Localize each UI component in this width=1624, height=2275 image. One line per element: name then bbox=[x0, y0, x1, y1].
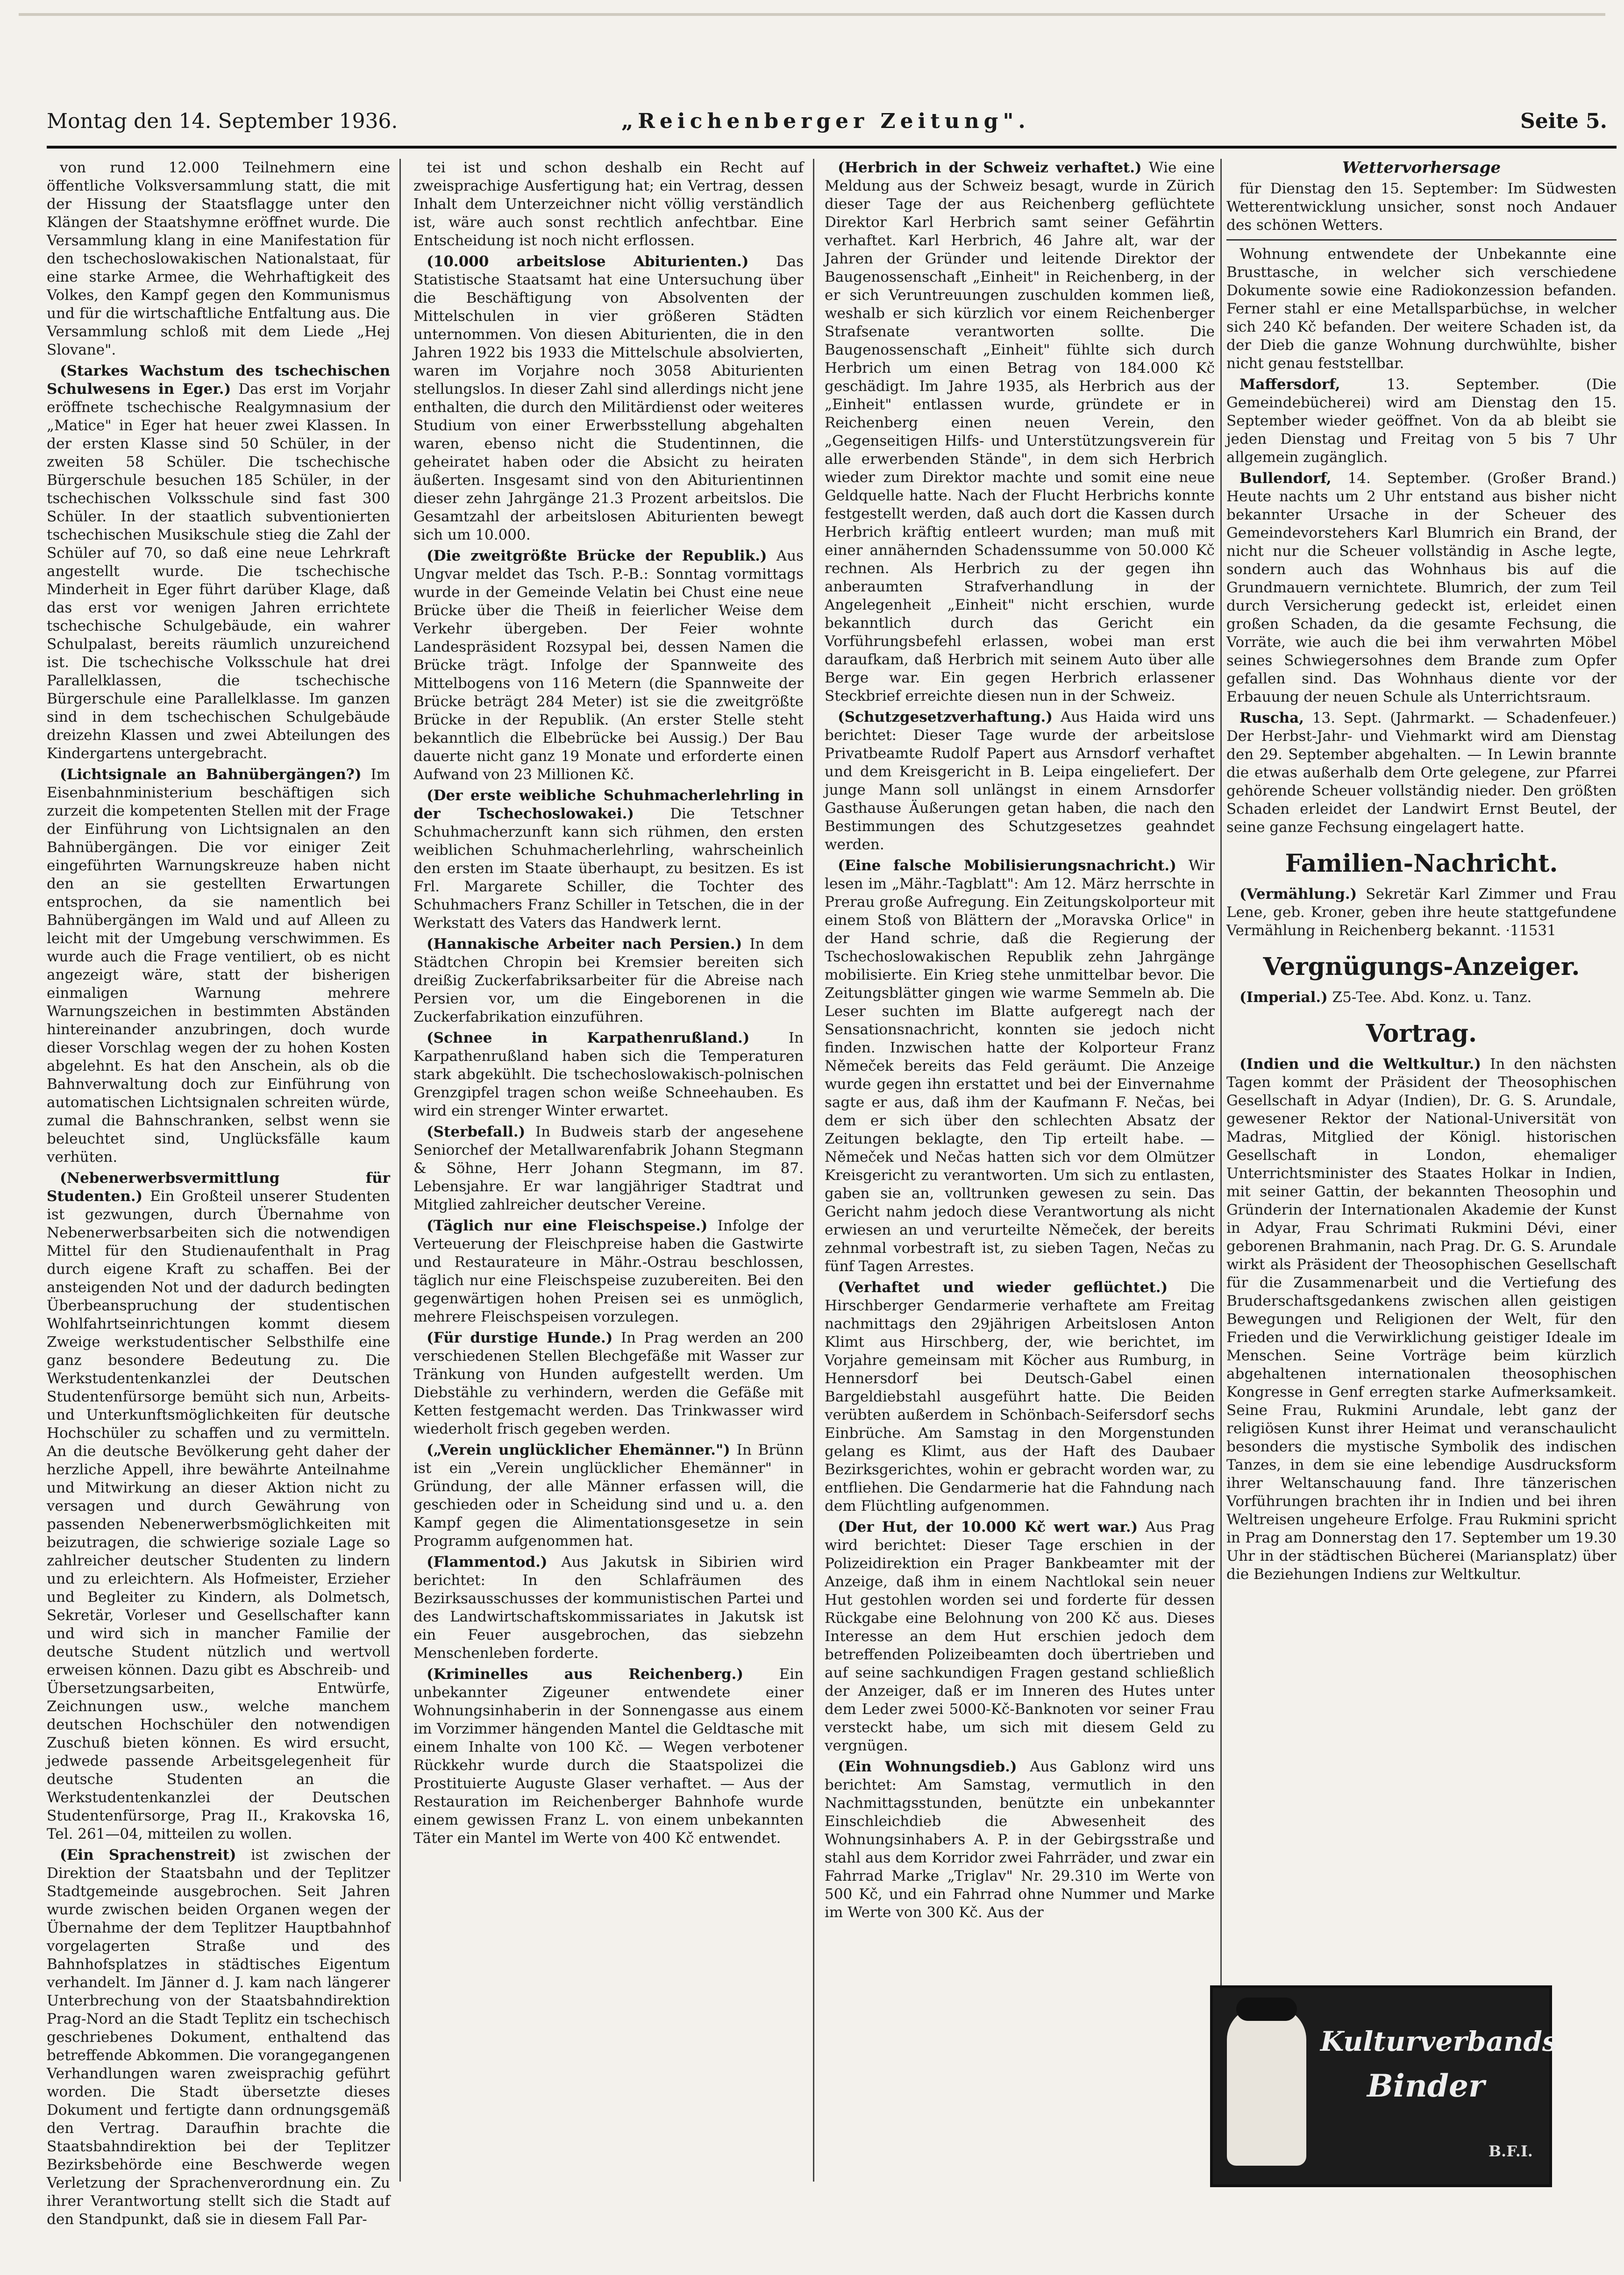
ad-figure-illustration bbox=[1227, 2007, 1306, 2166]
news-item-head: (Täglich nur eine Fleischspeise.) bbox=[427, 1217, 708, 1234]
news-item-head: (Hannakische Arbeiter nach Persien.) bbox=[427, 936, 742, 953]
news-item-head: (Lichtsignale an Bahnübergängen?) bbox=[60, 766, 362, 783]
advertisement bbox=[1210, 1985, 1558, 2187]
news-item bbox=[47, 766, 390, 1166]
news-item bbox=[413, 547, 804, 784]
news-item-head: (Die zweitgrößte Brücke der Republik.) bbox=[427, 547, 767, 564]
section-rule bbox=[1226, 239, 1617, 241]
newspaper-title: „Reichenberger Zeitung". bbox=[621, 109, 1030, 133]
news-item-head: Maffersdorf, bbox=[1239, 376, 1340, 393]
news-item bbox=[413, 1029, 804, 1120]
family-notice bbox=[1226, 885, 1617, 940]
news-item-head: (Verhaftet und wieder geflüchtet.) bbox=[838, 1279, 1168, 1296]
news-item-text: 13. Sept. (Jahrmarkt. — Schadenfeuer.) Der Herbst-Jahr- und Viehmarkt wird am Dienstag den 29. September abgehalten. — In Lewin brannte die etwas außerhalb dem Orte gelegene, zur Pfarrei gehörende Scheuer vollständig nieder. Den größten Schaden erleidet der Landwirt Ernst Beutel, der seine ganze Fechsung eingelagert hatte. bbox=[1226, 710, 1617, 836]
news-item-text: Aus Haida wird uns berichtet: Dieser Tage wurde der arbeitslose Privatbeamte Rudolf Papert aus Arnsdorf verhaftet und dem Kreisgericht in B. Leipa eingeliefert. Der junge Mann soll unlängst in einem Arnsdorfer Gasthause Äußerungen getan haben, die nach den Bestimmungen des Schutzgesetzes geahndet werden. bbox=[825, 709, 1215, 853]
scan-edge bbox=[19, 13, 1605, 16]
column-4 bbox=[1226, 159, 1617, 2182]
news-item-text: Aus Jakutsk in Sibirien wird berichtet: In den Schlafräumen des Bezirksausschusses der kommunistischen Partei und des Landwirtschaftskommissariates in Jakutsk ist ein Feuer ausgebrochen, das siebzehn Menschenleben forderte. bbox=[413, 1554, 804, 1662]
news-item-text: Wir lesen im „Mähr.-Tagblatt": Am 12. März herrschte in Prerau große Aufregung. Ein Zeitungskolporteur mit einem Stoß von Blättern der „Moravska Orlice" in der Hand schrie, daß die Regierung der Tschechoslowakischen Republik zehn Jahrgänge mobilisierte. Ein Krieg stehe unmittelbar bevor. Die Zeitungsblätter gingen wie warme Semmeln ab. Die Leser suchten im Blatte aufgeregt nach der Sensationsnachricht, konnten sie jedoch nicht finden. Inzwischen hatte der Kolporteur Franz Němeček bereits das Feld geräumt. Die Anzeige wurde gegen ihn erstattet und bei der Einvernahme sagte er aus, daß ihm der Kaufmann F. Nečas, bei dem er sich über den schlechten Absatz der Zeitungen beklagte, den Tip erteilt habe. — Němeček und Nečas hatten sich vor dem Olmützer Kreisgericht zu verantworten. Um sich zu entlasten, gaben sie an, volltrunken gewesen zu sein. Das Gericht nahm jedoch diese Verantwortung als nicht erwiesen an und verurteilte Němeček, der bereits zehnmal vorbestraft ist, zu sieben Tagen, Nečas zu fünf Tagen Arrestes. bbox=[825, 857, 1215, 1275]
news-item bbox=[1226, 245, 1617, 373]
news-item bbox=[413, 1217, 804, 1326]
amusement-text: Z5-Tee. Abd. Konz. u. Tanz. bbox=[1332, 989, 1532, 1006]
ad-hat-illustration bbox=[1236, 1998, 1297, 2021]
news-item-head: Bullendorf, bbox=[1239, 470, 1332, 487]
ad-line-3: B.F.I. bbox=[1489, 2142, 1533, 2160]
news-item-text: Ein unbekannter Zigeuner entwendete einer Wohnungsinhaberin in der Sonnengasse aus einem im Vorzimmer hängenden Mantel die Geldtasche mit einem Inhalte von 100 Kč. — Wegen verbotener Rückkehr wurde durch die Staatspolizei die Prostituierte Auguste Glaser verhaftet. — Aus der Restauration im Reichenberger Bahnhofe wurde einem gewissen Franz L. von einem unbekannten Täter ein Mantel im Werte von 400 Kč entwendet. bbox=[413, 1666, 804, 1847]
column-divider bbox=[399, 159, 401, 2182]
amusement-title: Vergnügungs-Anzeiger. bbox=[1263, 953, 1580, 981]
page-header bbox=[47, 103, 1617, 140]
lecture-text: In den nächsten Tagen kommt der Präsident der Theosophischen Gesellschaft in Adyar (Indien), Dr. G. S. Arundale, gewesener Rektor der National-Universität von Madras, Mitglied der Königl. historischen Gesellschaft in London, ehemaliger Unterrichtsminister des Staates Holkar in Indien, mit seiner Gattin, der bekannten Theosophin und Gründerin der Internationalen Akademie der Kunst in Adyar, Frau Schrimati Rukmini Dévi, einer geborenen Brahmanin, nach Prag. Dr. G. S. Arundale wirkt als Präsident der Theosophischen Gesellschaft für die Zusammenarbeit und die Vertiefung des Bruderschaftsgedankens zwischen allen geistigen Bewegungen und Religionen der Welt, für den Frieden und die Verwirklichung geistiger Ideale im Menschen. Seine Vorträge beim kürzlich abgehaltenen internationalen theosophischen Kongresse in Genf erregten starke Aufmerksamkeit. Seine Frau, Rukmini Arundale, lebt ganz der religiösen Kunst ihrer Heimat und veranschaulicht besonders die mystische Symbolik des indischen Tanzes, in dem sie eine lebendige Ausdrucksform ihrer Weltanschauung fand. Ihre tänzerischen Vorführungen brachten ihr in Indien und bei ihren Weltreisen ungeheure Erfolge. Frau Rukmini spricht in Prag am Donnerstag den 17. September um 19.30 Uhr in der städtischen Bücherei (Mariansplatz) über die Beziehungen Indiens zur Weltkultur. bbox=[1226, 1056, 1617, 1583]
news-item bbox=[413, 1123, 804, 1214]
lecture-notice bbox=[1226, 1055, 1617, 1584]
lecture-title: Vortrag. bbox=[1366, 1019, 1477, 1048]
column-3 bbox=[825, 159, 1215, 2182]
news-item bbox=[825, 1758, 1215, 1922]
news-item-text: Wohnung entwendete der Unbekannte eine Brusttasche, in welcher sich verschiedene Dokumente sowie eine Radiokonzession befanden. Ferner stahl er eine Metallsparbüchse, in welcher sich 240 Kč befanden. Der weitere Schaden ist, da der Dieb die ganze Wohnung durchwühlte, bisher nicht genau feststellbar. bbox=[1226, 246, 1617, 372]
news-item-text: 14. September. (Großer Brand.) Heute nachts um 2 Uhr entstand aus bisher nicht bekannter Ursache in der Scheuer des Gemeindevorstehers Karl Blumrich ein Brand, der nicht nur die Scheuer vollständig in Asche legte, sondern auch das Wohnhaus bis auf die Grundmauern vernichtete. Blumrich, der zum Teil durch Versicherung gedeckt ist, erleidet einen großen Schaden, da die gesamte Fechsung, die Vorräte, wie auch die bei ihm verwahrten Möbel seines Schwiegersohnes dem Brande zum Opfer gefallen sind. Das Wohnhaus diente vor der Erbauung der neuen Schule als Unterrichtsraum. bbox=[1226, 470, 1617, 705]
column-1 bbox=[47, 159, 391, 2228]
news-item-head: (10.000 arbeitslose Abiturienten.) bbox=[427, 253, 749, 270]
weather-text: für Dienstag den 15. September: Im Südwesten Wetterentwicklung unsicher, sonst noch Andauer des schönen Wetters. bbox=[1226, 180, 1617, 234]
news-item-head: (Ein Wohnungsdieb.) bbox=[838, 1758, 1017, 1775]
news-item-head: (Flammentod.) bbox=[427, 1554, 548, 1571]
news-item-text: Infolge der Verteuerung der Fleischpreise haben die Gastwirte und Restaurateure in Mähr.-Ostrau beschlossen, täglich nur eine Fleischspeise zuzubereiten. Bei den gegenwärtigen hohen Preisen sei es unmöglich, mehrere Fleischspeisen vorzulegen. bbox=[413, 1217, 804, 1325]
news-item bbox=[47, 1169, 390, 1843]
news-item-text: von rund 12.000 Teilnehmern eine öffentliche Volksversammlung statt, die mit der Hissung der Staatsflagge unter den Klängen der Staatshymne eröffnet wurde. Die Versammlung klang in eine Manifestation für den tschechoslowakischen Nationalstaat, für eine starke Armee, die Wehrhaftigkeit des Volkes, den Kampf gegen den Kommunismus und für die wirtschaftliche Entfaltung aus. Die Versammlung schloß mit dem Liede „Hej Slovane". bbox=[47, 159, 390, 358]
news-item bbox=[413, 935, 804, 1026]
news-item bbox=[413, 1441, 804, 1550]
news-item-head: (Der erste weibliche Schuhmacherlehrling in der Tschechoslowakei.) bbox=[413, 787, 804, 822]
header-rule bbox=[47, 146, 1617, 149]
news-item bbox=[1226, 376, 1617, 467]
news-item bbox=[1226, 709, 1617, 837]
news-item-head: (Herbrich in der Schweiz verhaftet.) bbox=[838, 159, 1142, 176]
news-item-head: (Eine falsche Mobilisierungsnachricht.) bbox=[838, 857, 1176, 874]
news-item bbox=[825, 857, 1215, 1276]
news-item-text: Aus Gablonz wird uns berichtet: Am Samstag, vermutlich in den Nachmittagsstunden, benützte ein unbekannter Einschleichdieb die Abwesenheit des Wohnungsinhabers A. P. in der Gebirgsstraße und stahl aus dem Korridor zwei Fahrräder, und zwar ein Fahrrad Marke „Triglav" Nr. 29.310 im Werte von 500 Kč, und ein Fahrrad ohne Nummer und Marke im Werte von 300 Kč. Aus der bbox=[825, 1758, 1215, 1921]
news-item-head: (Nebenerwerbsvermittlung für Studenten.) bbox=[47, 1170, 390, 1205]
news-item-head: (Starkes Wachstum des tschechischen Schulwesens in Eger.) bbox=[47, 363, 390, 398]
news-item-text: Im Eisenbahnministerium beschäftigen sich zurzeit die kompetenten Stellen mit der Frage der Einführung von Lichtsignalen an den Bahnübergängen. Die vor einiger Zeit eingeführten Warnungskreuze haben nicht den an sie gestellten Erwartungen entsprochen, da sie namentlich bei Bahnübergängen im Wald und auf Alleen zu leicht mit der Umgebung verschwimmen. Es wurde auch die Frage ventiliert, ob es nicht angezeigt wäre, statt der bisherigen einmaligen Warnung mehrere Warnungszeichen in bestimmten Abständen hintereinander anzubringen, doch wurde dieser Vorschlag wegen der zu hohen Kosten abgelehnt. Es hat den Anschein, als ob die Bahnverwaltung doch zur Einführung von automatischen Lichtsignalen schreiten würde, zumal die Bahnschranken, selbst wenn sie beleuchtet sind, Unglücksfälle kaum verhüten. bbox=[47, 766, 391, 1166]
news-item-text: Aus Ungvar meldet das Tsch. P.-B.: Sonntag vormittags wurde in der Gemeinde Velatin bei Chust eine neue Brücke über die Theiß in feierlicher Weise dem Verkehr übergeben. Der Feier wohnte Landespräsident Rozsypal bei, dessen Namen die Brücke trägt. Infolge der Spannweite des Mittelbogens von 116 Metern (die Spannweite der Brücke beträgt 284 Meter) ist sie die zweitgrößte Brücke in der Republik. (An erster Stelle steht bekanntlich die Elbebrücke bei Aussig.) Der Bau dauerte nicht ganz 19 Monate und erforderte einen Aufwand von 23 Millionen Kč. bbox=[413, 547, 804, 783]
amusement-notice bbox=[1226, 988, 1617, 1007]
news-item-text: Das erst im Vorjahr eröffnete tschechische Realgymnasium der „Matice" in Eger hat heuer zwei Klassen. In der ersten Klasse sind 50 Schüler, in der zweiten 58 Schüler. Die tschechische Bürgerschule besuchen 185 Schüler, in der tschechischen Volksschule sind fast 300 Schüler. In der staatlich subventionierten tschechischen Musikschule stieg die Zahl der Schüler auf 70, so daß eine neue Lehrkraft angestellt wurde. Die tschechische Minderheit in Eger führt darüber Klage, daß das erst vor wenigen Jahren errichtete tschechische Schulgebäude, ein wahrer Schulpalast, bereits räumlich unzureichend ist. Die tschechische Volksschule hat drei Parallelklassen, die tschechische Bürgerschule eine Parallelklasse. Im ganzen sind in dem tschechischen Schulgebäude dreizehn Klassen und zwei Abteilungen des Kindergartens untergebracht. bbox=[47, 381, 390, 762]
news-item bbox=[413, 253, 804, 544]
news-item bbox=[47, 1846, 390, 2229]
news-item bbox=[47, 362, 390, 763]
news-item-head: (Sterbefall.) bbox=[427, 1123, 526, 1140]
news-item bbox=[413, 159, 804, 250]
ad-line-2: Binder bbox=[1367, 2068, 1485, 2104]
weather-title: Wettervorhersage bbox=[1342, 158, 1501, 177]
news-item bbox=[413, 1553, 804, 1663]
news-item bbox=[825, 159, 1215, 705]
news-item-head: („Verein unglücklicher Ehemänner.") bbox=[427, 1442, 730, 1458]
news-item-head: (Der Hut, der 10.000 Kč wert war.) bbox=[838, 1519, 1138, 1536]
news-item bbox=[825, 1279, 1215, 1515]
news-item-text: Aus Prag wird berichtet: Dieser Tage erschien in der Polizeidirektion ein Prager Bankbeamter mit der Anzeige, daß ihm in einem Nachtlokal sein neuer Hut gestohlen worden sei und forderte für dessen Rückgabe eine Belohnung von 200 Kč aus. Dieses Interesse an dem Hut erschien jedoch dem betreffenden Polizeibeamten doch übertrieben und auf seine sachkundigen Fragen gestand schließlich der Anzeiger, daß er im Inneren des Hutes unter dem Leder zwei 5000-Kč-Banknoten vor seiner Frau versteckt habe, um sich mit diesem Geld zu vergnügen. bbox=[825, 1519, 1215, 1754]
family-head: (Vermählung.) bbox=[1239, 886, 1357, 903]
family-title: Familien-Nachricht. bbox=[1285, 849, 1558, 878]
column-2 bbox=[413, 159, 804, 2182]
news-item-text: Ein Großteil unserer Studenten ist gezwungen, durch Übernahme von Nebenerwerbsarbeiten sich die notwendigen Mittel für den Studienaufenthalt in Prag durch eigene Kraft zu schaffen. Bei der ansteigenden Not und der dadurch bedingten Überbeanspruchung der studentischen Wohlfahrtseinrichtungen kommt diesem Zweige werkstudentischer Selbsthilfe eine ganz besondere Bedeutung zu. Die Werkstudentenkanzlei der Deutschen Studentenfürsorge bemüht sich nun, Arbeits- und Unterkunftsmöglichkeiten für deutsche Hochschüler zu schaffen und zu vermitteln. An die deutsche Bevölkerung geht daher der herzliche Appell, ihre bewährte Anteilnahme und Mitwirkung an dieser Aktion nicht zu versagen und durch Gewährung von passenden Nebenerwerbsmöglichkeiten mit beizutragen, die schwierige soziale Lage so zahlreicher deutscher Studenten zu lindern und zu erleichtern. Als Hofmeister, Erzieher und Begleiter zu Kindern, als Dolmetsch, Sekretär, Vorleser und Gesellschafter kann und wird sich in mancher Familie der deutsche Student nützlich und wertvoll erweisen können. Dazu gibt es Abschreib- und Übersetzungsarbeiten, Entwürfe, Zeichnungen usw., welche manchem deutschen Hochschüler den notwendigen Zuschuß bieten können. Es wird ersucht, jedwede passende Arbeitsgelegenheit für deutsche Studenten an die Werkstudentenkanzlei der Deutschen Studentenfürsorge, Prag II., Krakovska 16, Tel. 261—04, mitteilen zu wollen. bbox=[47, 1188, 390, 1842]
news-item-head: (Für durstige Hunde.) bbox=[427, 1329, 613, 1346]
news-item bbox=[413, 1665, 804, 1848]
news-item-text: Die Tetschner Schuhmacherzunft kann sich rühmen, den ersten weiblichen Schuhmacherlehrling, wahrscheinlich den ersten im Staate überhaupt, zu besitzen. Es ist Frl. Margarete Schiller, die Tochter des Schuhmachers Franz Schiller in Tetschen, die in der Werkstatt des Vaters das Handwerk lernt. bbox=[413, 805, 804, 931]
news-item-head: (Schutzgesetzverhaftung.) bbox=[838, 709, 1053, 725]
news-item-head: Ruscha, bbox=[1239, 710, 1304, 726]
news-item bbox=[825, 1518, 1215, 1755]
news-item-text: In dem Städtchen Chropin bei Kremsier bereiten sich dreißig Zuckerfabriksarbeiter für die Abreise nach Persien vor, um die Eingeborenen in die Zuckerfabrikation einzuführen. bbox=[413, 936, 804, 1025]
news-item-head: (Schnee in Karpathenrußland.) bbox=[427, 1030, 750, 1046]
news-item-text: ist zwischen der Direktion der Staatsbahn und der Teplitzer Stadtgemeinde ausgebrochen. Seit Jahren wurde zwischen beiden Organen wegen der Übernahme der dem Teplitzer Hauptbahnhof vorgelagerten Straße und des Bahnhofsplatzes in städtisches Eigentum verhandelt. Im Jänner d. J. kam nach längerer Unterbrechung von der Staatsbahndirektion Prag-Nord an die Stadt Teplitz ein tschechisch geschriebenes Dokument, enthaltend das betreffende Abkommen. Die vorangegangenen Verhandlungen waren zweisprachig geführt worden. Die Stadt übersetzte dieses Dokument und fertigte dann ordnungsgemäß den Vertrag. Daraufhin brachte die Staatsbahndirektion bei der Teplitzer Bezirksbehörde eine Beschwerde wegen Verletzung der Sprachenverordnung ein. Zu ihrer Verantwortung stellt sich die Stadt auf den Standpunkt, daß sie in diesem Fall Par- bbox=[47, 1847, 391, 2228]
news-item-text: In Budweis starb der angesehene Seniorchef der Metallwarenfabrik Johann Stegmann & Söhne, Herr Johann Stegmann, im 87. Lebensjahre. Er war langjähriger Stadtrat und Mitglied zahlreicher deutscher Vereine. bbox=[413, 1123, 804, 1213]
news-item-text: In Prag werden an 200 verschiedenen Stellen Blechgefäße mit Wasser zur Tränkung von Hunden aufgestellt werden. Um Diebstähle zu verhindern, werden die Gefäße mit Ketten festgemacht werden. Das Trinkwasser wird wiederholt frisch gegeben werden. bbox=[413, 1329, 804, 1437]
amusement-head: (Imperial.) bbox=[1239, 989, 1328, 1006]
news-item bbox=[1226, 469, 1617, 706]
news-item-text: Die Hirschberger Gendarmerie verhaftete am Freitag nachmittags den 29jährigen Arbeitslosen Anton Klimt aus Hirschberg, der, wie berichtet, im Vorjahre gemeinsam mit Köcher aus Rumburg, in Hennersdorf bei Deutsch-Gabel einen Bargeldiebstahl ausgeführt hatte. Die Beiden verübten außerdem in Schönbach-Seifersdorf sechs Einbrüche. Am Samstag in den Morgenstunden gelang es Klimt, aus der Haft des Daubaer Bezirksgerichtes, wohin er gebracht worden war, zu entfliehen. Die Gendarmerie hat die Fahndung nach dem Flüchtling aufgenommen. bbox=[825, 1279, 1215, 1514]
lecture-head: (Indien und die Weltkultur.) bbox=[1239, 1056, 1482, 1073]
news-item-text: tei ist und schon deshalb ein Recht auf zweisprachige Ausfertigung hat; ein Vertrag, dessen Inhalt dem Unterzeichner nicht völlig verständlich ist, wäre auch sonst rechtlich anfechtbar. Eine Entscheidung ist noch nicht erflossen. bbox=[413, 159, 804, 249]
page-number: Seite 5. bbox=[1520, 109, 1607, 133]
local-news bbox=[1226, 245, 1617, 837]
news-item bbox=[413, 1329, 804, 1438]
column-divider bbox=[1220, 159, 1222, 2182]
news-item-head: (Kriminelles aus Reichenberg.) bbox=[427, 1666, 743, 1683]
news-item bbox=[825, 708, 1215, 854]
news-item-text: Wie eine Meldung aus der Schweiz besagt, wurde in Zürich dieser Tage der aus Reichenberg geflüchtete Direktor Karl Herbrich samt seiner Gefährtin verhaftet. Karl Herbrich, 46 Jahre alt, war der Jahren der Gründer und leitende Direktor der Baugenossenschaft „Einheit" in Reichenberg, in der er sich Veruntreuungen zuschulden kommen ließ, weshalb er sich kürzlich vor einem Reichenberger Strafsenate verantworten sollte. Die Baugenossenschaft „Einheit" fühlte sich durch Herbrich um einen Betrag von 184.000 Kč geschädigt. Im Jahre 1935, als Herbrich aus der „Einheit" entlassen wurde, gründete er in Reichenberg einen neuen Verein, den „Gegenseitigen Hilfs- und Unterstützungsverein für alle erwerbenden Stände", in dem sich Herbrich wieder zum Direktor machte und somit eine neue Geldquelle hatte. Nach der Flucht Herbrichs konnte festgestellt werden, daß auch dort die Kassen durch Herbrich kräftig entleert wurden; man muß mit einer annähernden Schadenssumme von 50.000 Kč rechnen. Als Herbrich zu der gegen ihn anberaumten Strafverhandlung in der Angelegenheit „Einheit" nicht erschien, wurde bekanntlich durch das Gericht ein Vorführungsbefehl erlassen, wobei man erst daraufkam, daß Herbrich mit seinem Auto über alle Berge war. Ein gegen Herbrich erlassener Steckbrief erreichte diesen nun in der Schweiz. bbox=[825, 159, 1215, 704]
news-item bbox=[47, 159, 390, 359]
news-item-text: 13. September. (Die Gemeindebücherei) wird am Dienstag den 15. September wieder geöffnet. Von da ab bleibt sie jeden Dienstag und Freitag von 5 bis 7 Uhr allgemein zugänglich. bbox=[1226, 376, 1617, 466]
news-item-text: In Karpathenrußland haben sich die Temperaturen stark abgekühlt. Die tschechoslowakisch-polnischen Grenzgipfel tragen schon weiße Schneehauben. Es wird ein strenger Winter erwartet. bbox=[413, 1030, 804, 1119]
news-item-text: Das Statistische Staatsamt hat eine Untersuchung über die Beschäftigung von Absolventen der Mittelschulen in vier größeren Städten unternommen. Von diesen Abiturienten, die in den Jahren 1922 bis 1933 die Mittelschule absolvierten, waren im Vorjahre noch 3058 Abiturienten stellungslos. In dieser Zahl sind allerdings nicht jene enthalten, die durch den Militärdienst oder weiteres Studium von einer Erwerbsstellung abgehalten waren, ebenso nicht die Studentinnen, die geheiratet haben oder die Absicht zu heiraten äußerten. Insgesamt sind von den Abiturientinnen dieser zehn Jahrgänge 21.3 Prozent arbeitslos. Die Gesamtzahl der arbeitslosen Abiturienten bewegt sich um 10.000. bbox=[413, 253, 804, 543]
issue-date: Montag den 14. September 1936. bbox=[47, 109, 398, 133]
news-item bbox=[413, 787, 804, 932]
news-item-head: (Ein Sprachenstreit) bbox=[60, 1847, 236, 1863]
news-item-text: In Brünn ist ein „Verein unglücklicher Ehemänner" in Gründung, der alle Männer erfassen will, die geschieden oder in Scheidung sind und u. a. den Kampf gegen die Alimentationsgesetze in sein Programm aufgenommen hat. bbox=[413, 1442, 804, 1550]
ad-line-1: Kulturverbands bbox=[1320, 2026, 1558, 2057]
column-divider bbox=[813, 159, 814, 2182]
family-text: Sekretär Karl Zimmer und Frau Lene, geb. Kroner, geben ihre heute stattgefundene Vermählung in Reichenberg bekannt. ·11531 bbox=[1226, 886, 1617, 939]
